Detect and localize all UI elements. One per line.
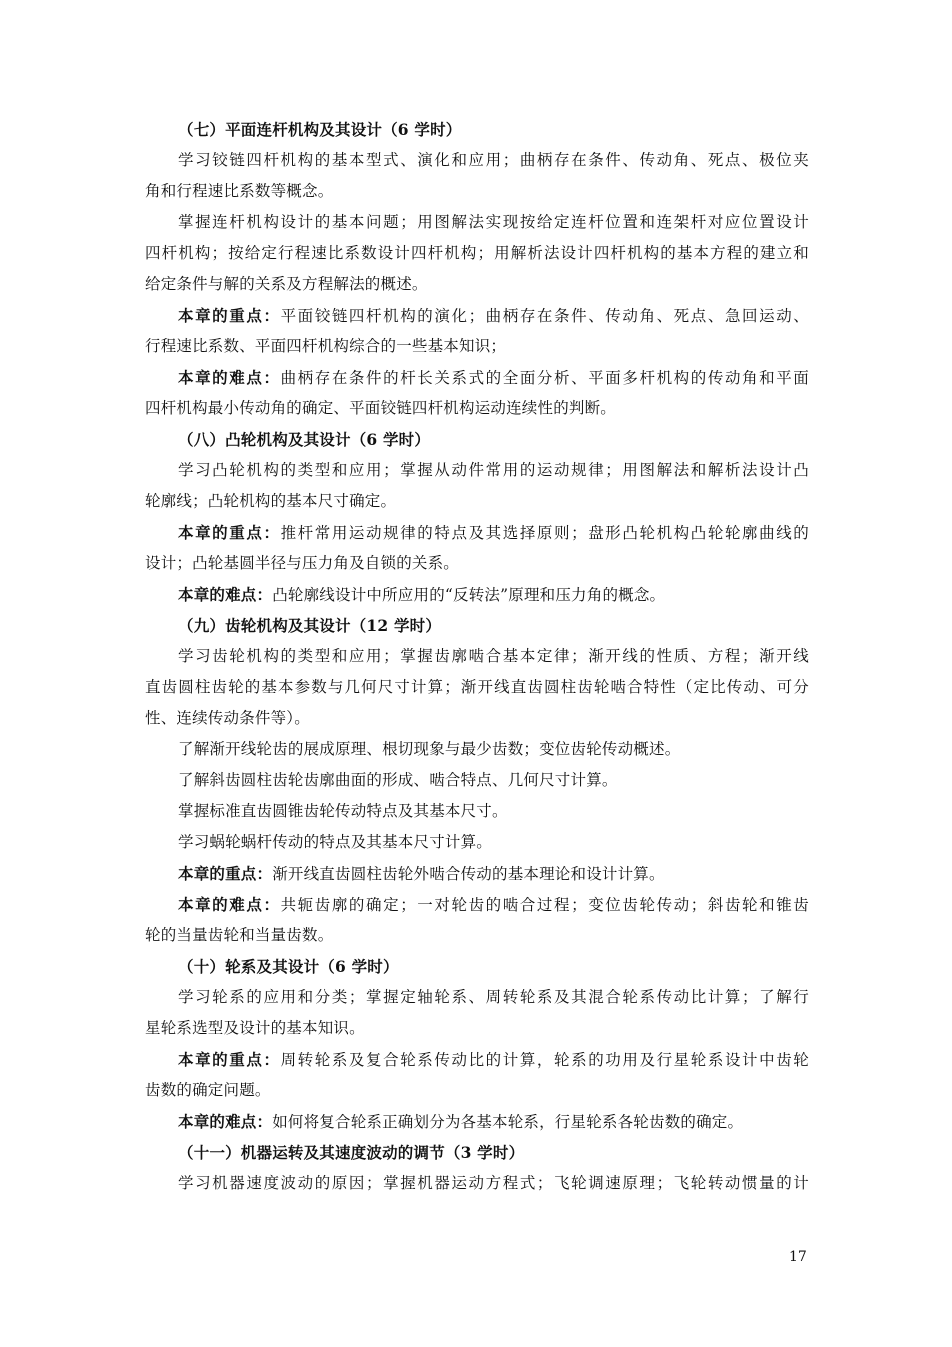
line-text: 性、连续传动条件等）。 xyxy=(145,709,310,727)
keyword-label: 本章的难点： xyxy=(178,585,273,604)
line-text: 四杆机构；按给定行程速比系数设计四杆机构；用解析法设计四杆机构的基本方程的建立和 xyxy=(145,244,809,262)
line-text: （七）平面连杆机构及其设计（6 学时） xyxy=(178,120,462,139)
keyword-label: 本章的难点： xyxy=(178,368,281,387)
line-text: 行程速比系数、平面四杆机构综合的一些基本知识； xyxy=(145,337,507,355)
paragraph-line xyxy=(145,1075,809,1106)
paragraph-line xyxy=(145,517,809,548)
paragraph-line xyxy=(145,331,809,362)
line-text: 四杆机构最小传动角的确定、平面铰链四杆机构运动连续性的判断。 xyxy=(145,399,617,417)
line-text: 轮廓线；凸轮机构的基本尺寸确定。 xyxy=(145,492,397,510)
line-text: 了解渐开线轮齿的展成原理、根切现象与最少齿数；变位齿轮传动概述。 xyxy=(178,740,681,758)
section-heading xyxy=(145,951,809,982)
line-text: 渐开线直齿圆柱齿轮外啮合传动的基本理论和设计计算。 xyxy=(272,865,665,883)
line-text: 周转轮系及复合轮系传动比的计算，轮系的功用及行星轮系设计中齿轮 xyxy=(280,1051,810,1069)
line-text: 平面铰链四杆机构的演化；曲柄存在条件、传动角、死点、急回运动、 xyxy=(280,307,810,325)
line-text: 凸轮廓线设计中所应用的“反转法”原理和压力角的概念。 xyxy=(272,586,666,604)
line-text: （八）凸轮机构及其设计（6 学时） xyxy=(178,430,431,449)
line-text: 学习机器速度波动的原因；掌握机器运动方程式；飞轮调速原理；飞轮转动惯量的计 xyxy=(178,1174,809,1192)
paragraph-line xyxy=(145,207,809,238)
keyword-label: 本章的重点： xyxy=(178,864,273,883)
keyword-label: 本章的重点： xyxy=(178,1050,281,1069)
document-body xyxy=(145,114,809,1199)
paragraph-line xyxy=(145,455,809,486)
line-text: 掌握标准直齿圆锥齿轮传动特点及其基本尺寸。 xyxy=(178,802,508,820)
paragraph-line xyxy=(145,641,809,672)
paragraph-line xyxy=(145,269,809,300)
line-text: 掌握连杆机构设计的基本问题；用图解法实现按给定连杆位置和连架杆对应位置设计 xyxy=(178,213,809,231)
paragraph-line xyxy=(145,362,809,393)
section-heading xyxy=(145,1137,809,1168)
line-text: 学习轮系的应用和分类；掌握定轴轮系、周转轮系及其混合轮系传动比计算；了解行 xyxy=(178,988,809,1006)
page-number: 17 xyxy=(789,1249,807,1265)
line-text: 学习凸轮机构的类型和应用；掌握从动件常用的运动规律；用图解法和解析法设计凸 xyxy=(178,461,809,479)
paragraph-line xyxy=(145,858,809,889)
line-text: 星轮系选型及设计的基本知识。 xyxy=(145,1019,365,1037)
paragraph-line xyxy=(145,889,809,920)
line-text: （十一）机器运转及其速度波动的调节（3 学时） xyxy=(178,1143,525,1162)
paragraph-line xyxy=(145,982,809,1013)
line-text: 角和行程速比系数等概念。 xyxy=(145,182,334,200)
section-heading xyxy=(145,424,809,455)
paragraph-line xyxy=(145,1106,809,1137)
line-text: 曲柄存在条件的杆长关系式的全面分析、平面多杆机构的传动角和平面 xyxy=(280,369,810,387)
line-text: 轮的当量齿轮和当量齿数。 xyxy=(145,926,334,944)
paragraph-line xyxy=(145,145,809,176)
paragraph-line xyxy=(145,734,809,765)
paragraph-line xyxy=(145,393,809,424)
paragraph-line xyxy=(145,827,809,858)
paragraph-line xyxy=(145,703,809,734)
line-text: 推杆常用运动规律的特点及其选择原则；盘形凸轮机构凸轮轮廓曲线的 xyxy=(280,524,810,542)
paragraph-line xyxy=(145,548,809,579)
paragraph-line xyxy=(145,1044,809,1075)
paragraph-line xyxy=(145,176,809,207)
line-text: 设计；凸轮基圆半径与压力角及自锁的关系。 xyxy=(145,554,460,572)
line-text: 共轭齿廓的确定；一对轮齿的啮合过程；变位齿轮传动；斜齿轮和锥齿 xyxy=(280,896,810,914)
line-text: 如何将复合轮系正确划分为各基本轮系，行星轮系各轮齿数的确定。 xyxy=(272,1113,744,1131)
section-heading xyxy=(145,610,809,641)
line-text: 学习蜗轮蜗杆传动的特点及其基本尺寸计算。 xyxy=(178,833,493,851)
line-text: （九）齿轮机构及其设计（12 学时） xyxy=(178,616,442,635)
paragraph-line xyxy=(145,796,809,827)
paragraph-line xyxy=(145,238,809,269)
keyword-label: 本章的难点： xyxy=(178,895,281,914)
paragraph-line xyxy=(145,1013,809,1044)
line-text: 直齿圆柱齿轮的基本参数与几何尺寸计算；渐开线直齿圆柱齿轮啮合特性（定比传动、可分 xyxy=(145,678,809,696)
section-heading xyxy=(145,114,809,145)
line-text: 学习齿轮机构的类型和应用；掌握齿廓啮合基本定律；渐开线的性质、方程；渐开线 xyxy=(178,647,809,665)
paragraph-line xyxy=(145,672,809,703)
line-text: 齿数的确定问题。 xyxy=(145,1081,271,1099)
keyword-label: 本章的重点： xyxy=(178,523,281,542)
paragraph-line xyxy=(145,579,809,610)
line-text: 学习铰链四杆机构的基本型式、演化和应用；曲柄存在条件、传动角、死点、极位夹 xyxy=(178,151,809,169)
line-text: 给定条件与解的关系及方程解法的概述。 xyxy=(145,275,428,293)
paragraph-line xyxy=(145,300,809,331)
line-text: 了解斜齿圆柱齿轮齿廓曲面的形成、啮合特点、几何尺寸计算。 xyxy=(178,771,618,789)
line-text: （十）轮系及其设计（6 学时） xyxy=(178,957,399,976)
paragraph-line xyxy=(145,1168,809,1199)
paragraph-line xyxy=(145,765,809,796)
paragraph-line xyxy=(145,486,809,517)
keyword-label: 本章的重点： xyxy=(178,306,281,325)
keyword-label: 本章的难点： xyxy=(178,1112,273,1131)
paragraph-line xyxy=(145,920,809,951)
